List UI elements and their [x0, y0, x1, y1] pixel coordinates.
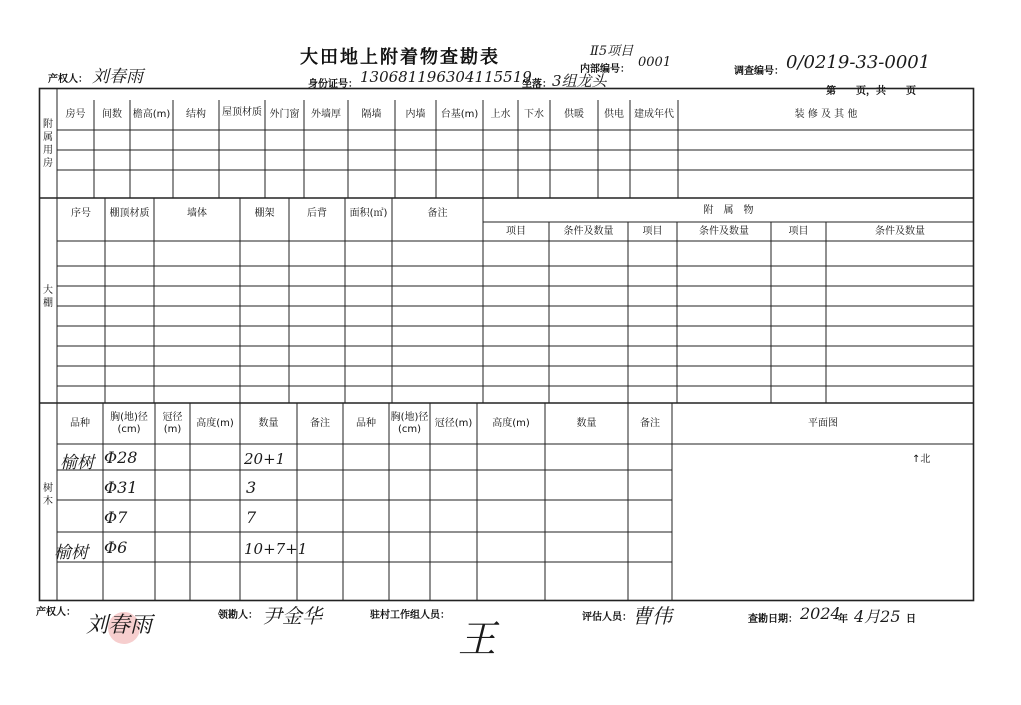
header-diameter-right: 胸(地)径(cm): [390, 412, 429, 435]
header-height-left: 高度(m): [196, 418, 234, 429]
header-remarks: 备注: [427, 208, 448, 219]
internal-no-value: 0001: [638, 55, 672, 70]
header-attach-cond-1: 条件及数量: [563, 225, 614, 237]
header-frame: 棚架: [254, 208, 275, 219]
header-drainage: 下水: [524, 109, 544, 120]
footer-year-unit: 年: [838, 614, 848, 625]
header-remarks-left: 备注: [310, 418, 330, 429]
header-crown-right: 冠径(m): [434, 418, 473, 429]
header-attach-item-1: 项目: [506, 225, 526, 237]
header-attach-item-2: 项目: [642, 225, 663, 237]
header-build-year: 建成年代: [634, 109, 674, 120]
footer-village-label: 驻村工作组人员：: [370, 610, 450, 621]
header-water-supply: 上水: [490, 109, 511, 120]
header-eave-height: 檐高(m): [132, 109, 171, 120]
owner-label: 产权人：: [48, 74, 88, 85]
header-species-left: 品种: [70, 418, 90, 429]
header-roof-material: 屋顶材质: [222, 107, 262, 118]
header-greenhouse-roof: 棚顶材质: [109, 208, 150, 219]
id-label: 身份证号：: [308, 79, 358, 90]
owner-value: 刘春雨: [92, 67, 143, 87]
header-attach-item-3: 项目: [788, 225, 809, 237]
footer-date-month-day: 4月25: [854, 607, 901, 626]
tree-row-3-qty: 7: [246, 508, 257, 527]
header-qty-left: 数量: [258, 418, 279, 429]
footer-date-label: 查勘日期：: [748, 614, 798, 625]
header-power: 供电: [604, 109, 624, 120]
header-attach-cond-3: 条件及数量: [875, 225, 925, 237]
header-species-right: 品种: [356, 418, 376, 429]
page-title: 大田地上附着物查勘表: [300, 47, 500, 68]
tree-row-2-diameter: Φ31: [104, 478, 138, 497]
footer-surveyor-signature: 尹金华: [262, 604, 322, 628]
header-room-no: 房号: [65, 109, 86, 120]
tree-row-1-species: 榆树: [60, 453, 94, 473]
header-remarks-right: 备注: [640, 418, 660, 429]
footer-owner-signature: 刘春雨: [86, 613, 153, 638]
header-heating: 供暖: [564, 109, 584, 120]
id-value: 130681196304115519: [360, 68, 532, 86]
survey-no-label: 调查编号：: [734, 66, 784, 77]
project-label: Ⅱ5项目: [590, 44, 634, 59]
header-attachments: 附 属 物: [703, 205, 754, 216]
tree-row-4-diameter: Φ6: [104, 538, 128, 557]
header-diameter-left: 胸(地)径(cm): [110, 412, 148, 435]
location-value: 3组龙头: [552, 72, 607, 90]
header-interior-wall: 内墙: [405, 109, 426, 120]
header-wall-body: 墙体: [187, 208, 207, 219]
tree-row-1-qty: 20+1: [244, 450, 286, 468]
page-count-label: 第 页，共 页: [826, 86, 916, 97]
tree-row-3-diameter: Φ7: [104, 508, 128, 527]
header-exterior-wall: 外墙厚: [311, 109, 341, 120]
section-label-greenhouse: 大 棚: [43, 285, 53, 309]
header-area: 面积(㎡): [349, 208, 388, 219]
tree-row-2-qty: 3: [246, 478, 257, 497]
header-crown-left: 冠径(m): [162, 412, 183, 435]
footer-owner-label: 产权人：: [36, 607, 76, 618]
tree-row-4-species: 榆树: [54, 543, 88, 563]
header-foundation: 台基(m): [440, 109, 479, 120]
header-attach-cond-2: 条件及数量: [699, 225, 749, 237]
internal-no-label: 内部编号：: [580, 64, 630, 75]
footer-surveyor-label: 领勘人：: [218, 610, 258, 621]
footer-date-year: 2024: [800, 604, 841, 623]
north-indicator: ↑北: [912, 454, 931, 465]
tree-row-1-diameter: Φ28: [104, 448, 138, 467]
header-structure: 结构: [186, 109, 206, 120]
survey-no-value: 0/0219-33-0001: [786, 52, 931, 73]
header-decoration: 装 修 及 其 他: [794, 109, 858, 120]
header-qty-right: 数量: [576, 418, 597, 429]
location-label: 坐落：: [522, 79, 552, 90]
section-label-annex-house: 附 属 用 房: [43, 119, 53, 169]
header-seq-no: 序号: [71, 208, 91, 219]
header-partition: 隔墙: [361, 109, 382, 120]
header-plan-view: 平面图: [808, 418, 838, 429]
header-back-wall: 后背: [307, 208, 327, 219]
footer-day-unit: 日: [906, 614, 916, 625]
footer-assessor-signature: 曹伟: [632, 604, 672, 628]
header-exterior-doors: 外门窗: [269, 109, 300, 120]
header-room-count: 间数: [102, 109, 122, 120]
tree-row-4-qty: 10+7+1: [244, 540, 308, 558]
section-label-trees: 树 木: [43, 483, 53, 507]
footer-assessor-label: 评估人员：: [582, 612, 632, 623]
footer-village-signature: 王: [458, 617, 497, 661]
header-height-right: 高度(m): [492, 418, 530, 429]
